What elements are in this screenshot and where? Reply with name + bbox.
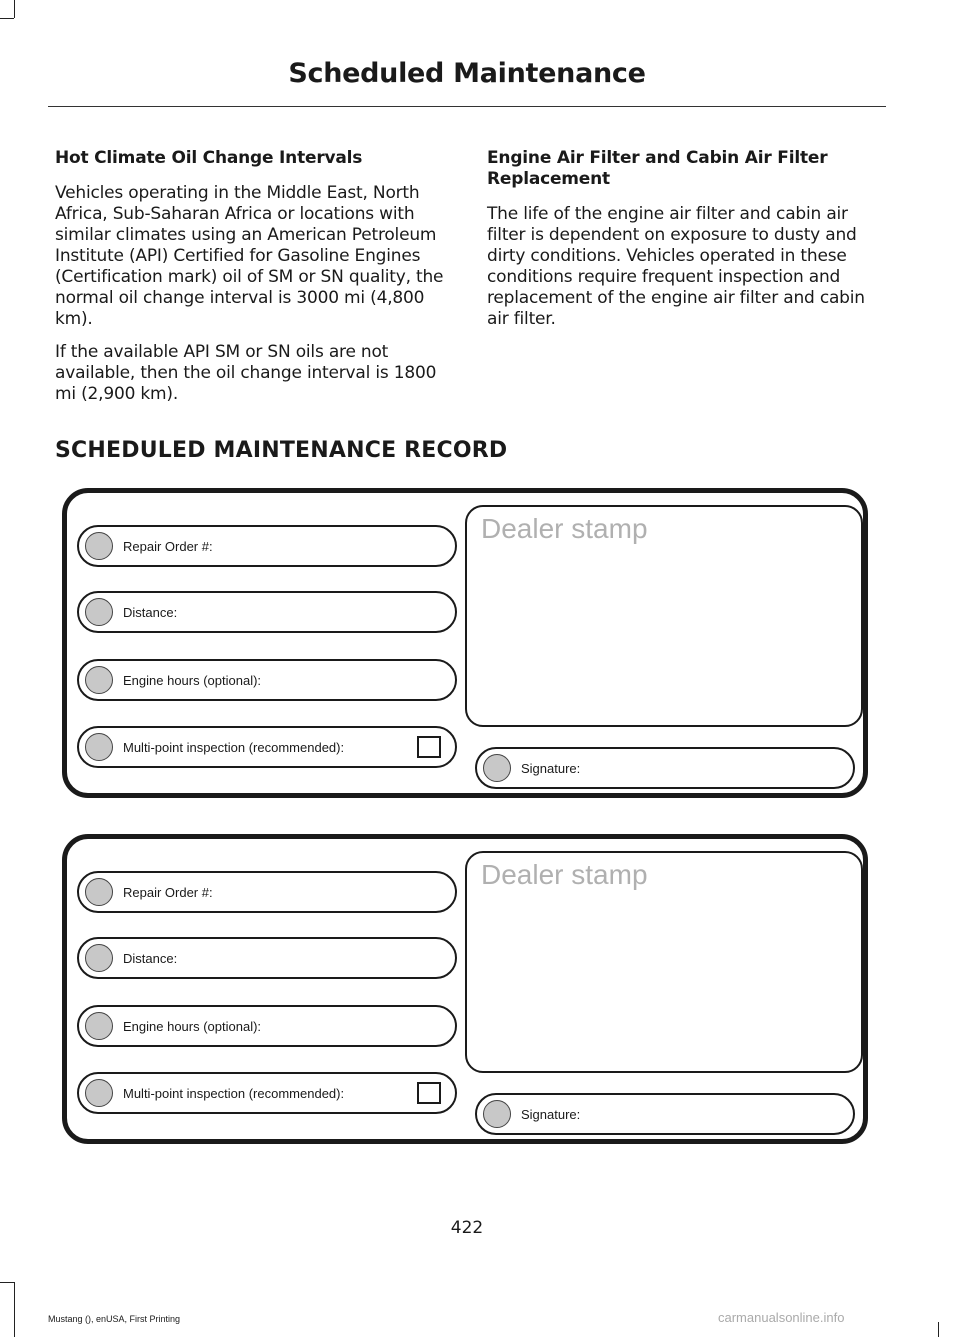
watermark-text: carmanualsonline.info xyxy=(718,1310,845,1325)
field-label: Engine hours (optional): xyxy=(123,1019,262,1034)
signature-field[interactable] xyxy=(475,747,855,789)
repair-order-field[interactable] xyxy=(77,525,457,567)
crop-mark xyxy=(0,1282,14,1283)
body-paragraph: The life of the engine air filter and cabin air filter is dependent on exposure to dusty and dirty conditions. Vehicles operated in these conditions require frequent inspection and replacement of the engine air filter and cabin air filter. xyxy=(487,204,865,329)
multipoint-inspection-field[interactable] xyxy=(77,726,457,768)
footer-text: Mustang (), enUSA, First Printing xyxy=(48,1314,181,1324)
circle-marker-icon xyxy=(85,733,113,761)
header-divider xyxy=(48,106,886,107)
circle-marker-icon xyxy=(85,598,113,626)
dealer-stamp-box xyxy=(465,851,863,1073)
inspection-checkbox[interactable] xyxy=(417,1082,441,1104)
crop-mark xyxy=(938,1322,939,1337)
field-label: Distance: xyxy=(123,951,178,966)
circle-marker-icon xyxy=(85,1012,113,1040)
crop-mark xyxy=(14,1282,15,1337)
circle-marker-icon xyxy=(85,666,113,694)
dealer-stamp-box xyxy=(465,505,863,727)
distance-field[interactable] xyxy=(77,591,457,633)
page-number: 422 xyxy=(450,1218,484,1238)
crop-mark xyxy=(14,0,15,18)
circle-marker-icon xyxy=(85,1079,113,1107)
maintenance-record-card xyxy=(62,834,868,1144)
page-title: Scheduled Maintenance xyxy=(288,58,646,89)
body-paragraph: If the available API SM or SN oils are not available, then the oil change interval is 1800 mi (2,900 km). xyxy=(55,342,437,404)
signature-field[interactable] xyxy=(475,1093,855,1135)
crop-mark xyxy=(0,18,14,19)
section-heading: Engine Air Filter and Cabin Air Filter Replacement xyxy=(487,148,828,189)
field-label: Engine hours (optional): xyxy=(123,673,262,688)
repair-order-field[interactable] xyxy=(77,871,457,913)
field-label: Repair Order #: xyxy=(123,885,213,900)
circle-marker-icon xyxy=(85,878,113,906)
field-label: Signature: xyxy=(521,761,581,776)
dealer-stamp-label: Dealer stamp xyxy=(481,859,648,890)
left-column xyxy=(55,148,447,417)
dealer-stamp-label: Dealer stamp xyxy=(481,513,648,544)
engine-hours-field[interactable] xyxy=(77,659,457,701)
right-column xyxy=(487,148,879,342)
circle-marker-icon xyxy=(483,754,511,782)
multipoint-inspection-field[interactable] xyxy=(77,1072,457,1114)
field-label: Repair Order #: xyxy=(123,539,213,554)
circle-marker-icon xyxy=(85,532,113,560)
engine-hours-field[interactable] xyxy=(77,1005,457,1047)
circle-marker-icon xyxy=(483,1100,511,1128)
section-title: SCHEDULED MAINTENANCE RECORD xyxy=(55,438,508,463)
body-paragraph: Vehicles operating in the Middle East, North Africa, Sub-Saharan Africa or locations with similar climates using an American Petroleum Institute (API) Certified for Gasoline Engines (Certification mark) oil of SM or SN quality, the normal oil change interval is 3000 mi (4,800 km). xyxy=(55,183,444,329)
section-heading: Hot Climate Oil Change Intervals xyxy=(55,148,363,168)
inspection-checkbox[interactable] xyxy=(417,736,441,758)
circle-marker-icon xyxy=(85,944,113,972)
field-label: Signature: xyxy=(521,1107,581,1122)
maintenance-record-card xyxy=(62,488,868,798)
field-label: Multi-point inspection (recommended): xyxy=(123,740,345,755)
distance-field[interactable] xyxy=(77,937,457,979)
field-label: Multi-point inspection (recommended): xyxy=(123,1086,345,1101)
field-label: Distance: xyxy=(123,605,178,620)
